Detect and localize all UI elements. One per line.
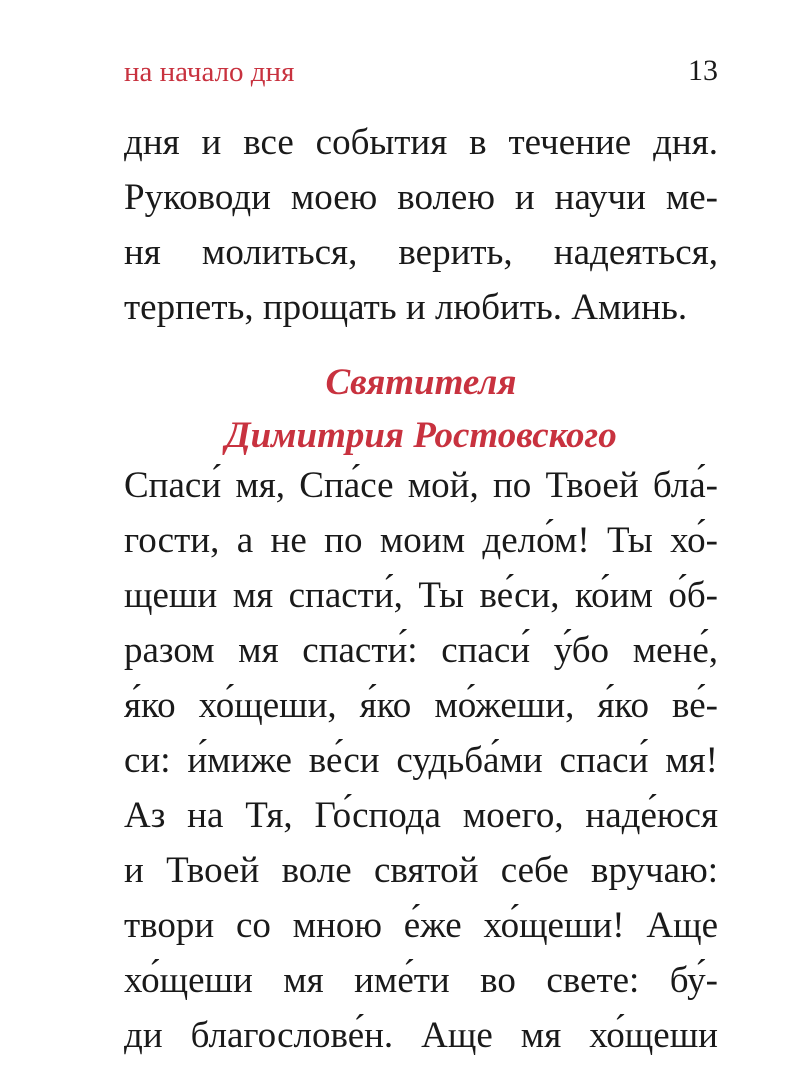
section-heading (124, 356, 718, 462)
text-line: Аз на Тя, Го́спода моего, наде́юся (124, 795, 718, 836)
text-line: щеши мя спасти́, Ты ве́си, ко́им о́б- (124, 575, 718, 616)
prayer-paragraph (124, 458, 718, 1063)
text-line: хо́щеши мя име́ти во свете: бу́- (124, 960, 718, 1001)
running-title: на начало дня (124, 56, 295, 88)
text-line: терпеть, прощать и любить. Аминь. (124, 287, 688, 328)
text-line: ня молиться, верить, надеяться, (124, 232, 718, 273)
section-heading-line: Святителя (325, 362, 517, 403)
page-number: 13 (688, 54, 718, 87)
text-line: Спаси́ мя, Спа́се мой, по Твоей бла́- (124, 465, 718, 506)
text-line: Руководи моею волею и научи ме- (124, 177, 718, 218)
text-line: си: и́миже ве́си судьба́ми спаси́ мя! (124, 740, 718, 781)
text-line: гости, а не по моим дело́м! Ты хо́- (124, 520, 718, 561)
section-heading-line: Димитрия Ростовского (225, 415, 617, 456)
text-line: и Твоей воле святой себе вручаю: (124, 850, 718, 891)
text-line: разом мя спасти́: спаси́ у́бо мене́, (124, 630, 718, 671)
text-line: дня и все события в течение дня. (124, 122, 718, 163)
text-line: твори со мною е́же хо́щеши! Аще (124, 905, 718, 946)
text-line: я́ко хо́щеши, я́ко мо́жеши, я́ко ве́- (124, 685, 718, 726)
text-line: ди благослове́н. Аще мя хо́щеши (124, 1015, 718, 1056)
prayer-paragraph-continuation (124, 115, 718, 335)
